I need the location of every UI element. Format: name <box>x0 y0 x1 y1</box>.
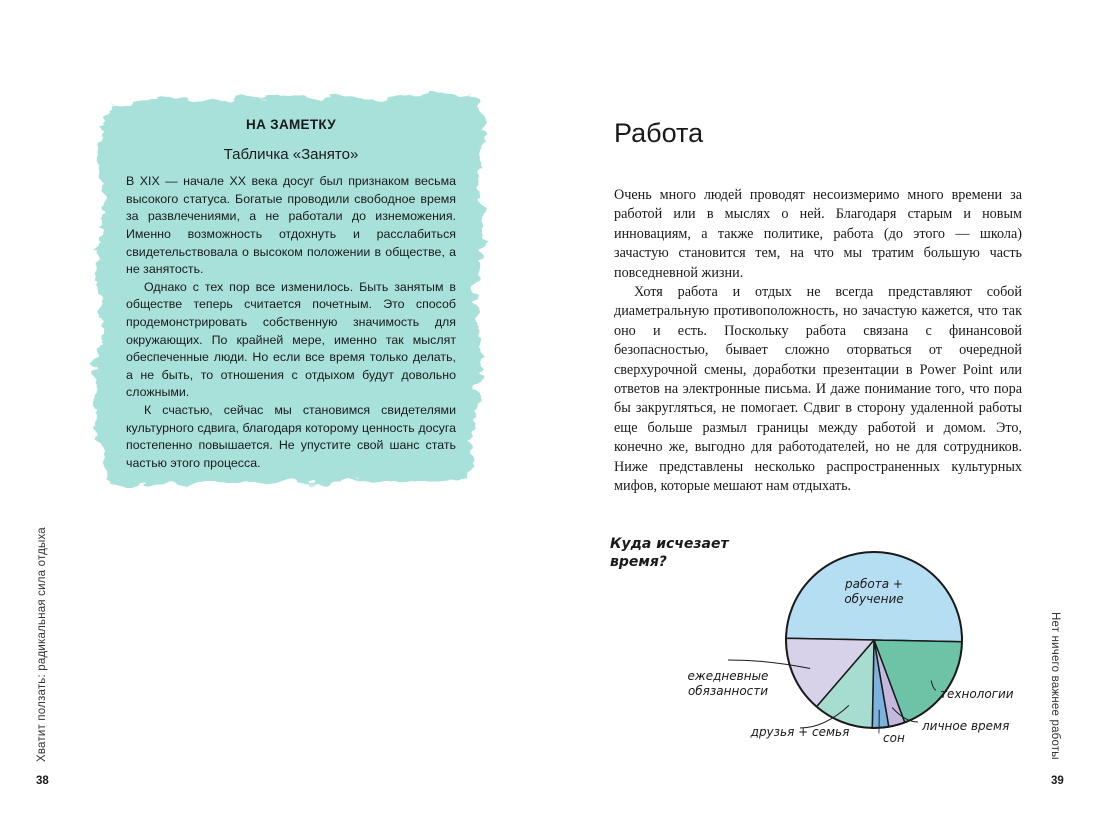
note-kicker: НА ЗАМЕТКУ <box>246 117 336 132</box>
right-page <box>550 0 1100 825</box>
note-box <box>126 110 456 472</box>
running-head-right: Нет ничего важнее работы <box>1049 612 1061 760</box>
pie-slice-label: личное время <box>922 719 1010 733</box>
running-head-left: Хватит ползать: радикальная сила отдыха <box>36 527 48 762</box>
chart-title-line-2: время? <box>610 554 667 570</box>
note-paragraph: К счастью, сейчас мы становимся свидетелями культурного сдвига, благодаря которому ценность досуга постепенно повышается. Не упустите свой шанс стать частью этого процесса. <box>126 402 456 470</box>
time-pie-chart <box>610 530 1014 770</box>
body-paragraph: Очень много людей проводят несоизмеримо много времени за работой или в мыслях о ней. Благодаря старым и новым инновациям, а также политике, работа (до этого — школа) зачастую становится тем, на что мы тратим большую часть повседневной жизни. <box>614 187 1022 281</box>
note-paragraph: В XIX — начале XX века досуг был признаком весьма высокого статуса. Богатые проводили свободное время за развлечениями, а не работали до изнеможения. Именно возможность отдохнуть и расслабиться свидетельствовала о высоком положении в обществе, а не занятость. <box>126 174 456 277</box>
pie-slice-label: работа + обучение <box>844 577 904 606</box>
pie-slice-label: друзья + семья <box>750 725 850 739</box>
note-title: Табличка «Занято» <box>223 145 359 163</box>
pie-slice-label: ежедневные обязанности <box>687 669 769 698</box>
chart-title-line-1: Куда исчезает <box>610 536 729 552</box>
section-title: Работа <box>614 118 704 149</box>
pie-slice-label: технологии <box>940 687 1014 701</box>
body-paragraph: Хотя работа и отдых не всегда представляют собой диаметральную противоположность, но зачастую кажется, что так оно и есть. Поскольку работа связана с финансовой безопасностью, бывает сложно оторваться от очередной сверхурочной смены, доработки презентации в Power Point или ответов на электронные письма. И даже понимание того, что пора бы закругляться, не помогает. Сдвиг в сторону удаленной работы еще больше размыл границы между работой и домом. Это, конечно же, выгодно для работодателей, но не для сотрудников. Ниже представлены несколько распространенных культурных мифов, которые мешают нам отдыхать. <box>614 284 1022 495</box>
pie-slice-label: сон <box>883 731 905 745</box>
page-number-left: 38 <box>36 775 49 787</box>
note-paragraph: Однако с тех пор все изменилось. Быть занятым в обществе теперь считается почетным. Это способ продемонстрировать собственную значимость для окружающих. По крайней мере, именно так мыслят обеспеченные люди. Но если все время только делать, а не быть, то отношения с отдыхом будут довольно сложными. <box>126 279 456 400</box>
body-text <box>614 186 1022 497</box>
page-number-right: 39 <box>1051 775 1064 787</box>
